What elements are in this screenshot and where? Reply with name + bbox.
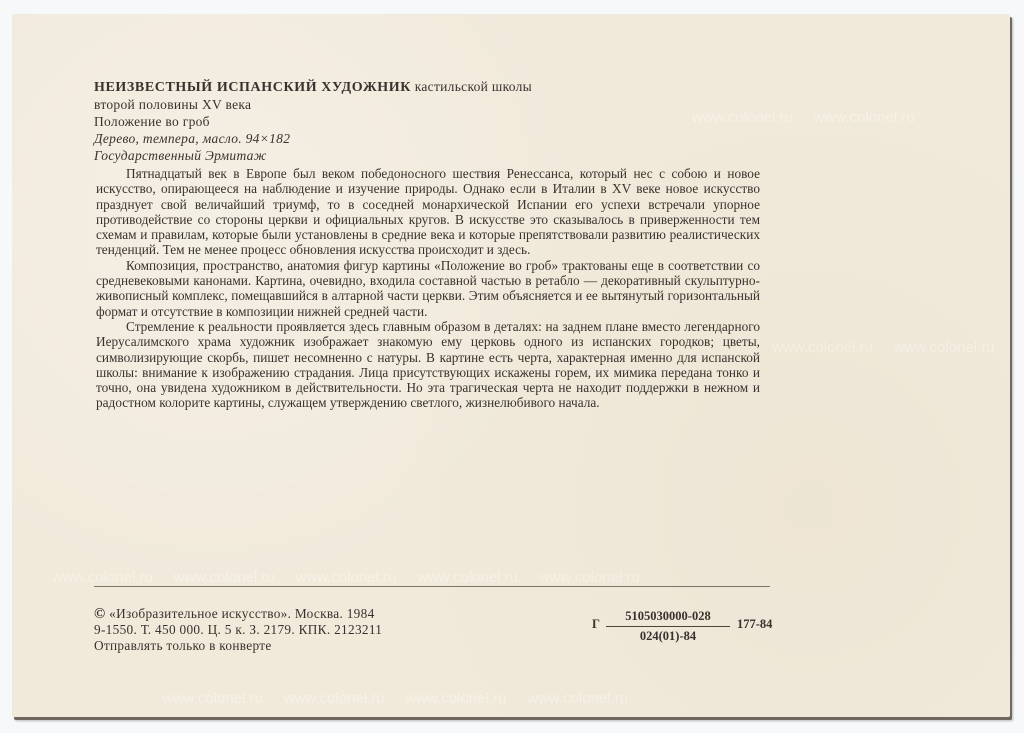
artist-school: кастильской школы	[414, 79, 533, 94]
artwork-caption	[94, 78, 794, 164]
index-fraction	[606, 609, 730, 644]
mailing-note: Отправлять только в конверте	[94, 638, 272, 653]
watermark: www.сolonel.ru www.сolonel.ru www.сolonel.ru www.сolonel.ru	[162, 690, 629, 707]
watermark: www.сolonel.ru www.сolonel.ru	[692, 109, 915, 126]
watermark: www.сolonel.ru www.сolonel.ru	[772, 339, 995, 356]
paragraph: Композиция, пространство, анатомия фигур картины «Положение во гроб» трактованы еще в соответствии со средневековыми канонами. Картина, очевидно, входила составной частью в ретабло — декоративный скульптурно-живописный комплекс, помещавшийся в алтарной части церкви. Этим объясняется и ее вытянутый горизонтальный формат и отсутствие в композиции нижней средней части.	[96, 257, 760, 319]
artwork-medium: Дерево, темпера, масло. 94×182	[94, 131, 291, 146]
artist-name: НЕИЗВЕСТНЫЙ ИСПАНСКИЙ ХУДОЖНИК	[94, 80, 412, 95]
paragraph: Пятнадцатый век в Европе был веком победоносного шествия Ренессанса, который нес с собою и новое искусство, опирающееся на наблюдение и изучение природы. Однако если в Италии в XV веке новое искусство празднует свой величайший триумф, то в соседней монархической Испании его успехи встречали упорное противодействие со стороны церкви и официальных кругов. В искусстве это сказывалось в приверженности тем схемам и правилам, которые были установлены в средние века и которые препятствовали развитию реалистических тенденций. Тем не менее процесс обновления искусства происходит и здесь.	[96, 166, 760, 258]
postcard-back	[12, 14, 1010, 717]
copyright-icon: ©	[94, 606, 106, 622]
index-denominator: 024(01)-84	[639, 629, 697, 643]
description-text	[96, 166, 760, 411]
artwork-period: второй половины XV века	[94, 97, 252, 112]
index-prefix: Г	[592, 617, 600, 631]
artwork-title: Положение во гроб	[94, 114, 210, 129]
publisher-line: «Изобразительное искусство». Москва. 1984	[109, 606, 375, 621]
print-details: 9-1550. Т. 450 000. Ц. 5 к. З. 2179. КПК. 2123211	[94, 622, 383, 637]
publisher-info	[94, 606, 382, 654]
index-numerator: 5105030000-028	[606, 609, 730, 627]
index-suffix: 177-84	[737, 617, 773, 631]
watermark: www.сolonel.ru www.сolonel.ru www.сolonel.ru www.сolonel.ru www.сolonel.ru	[52, 569, 640, 586]
divider-line	[94, 586, 770, 587]
paragraph: Стремление к реальности проявляется здесь главным образом в деталях: на заднем плане вместо легендарного Иерусалимского храма художник изображает знакомую ему церковь одного из испанских городков; цветы, символизирующие скорбь, пишет несомненно с натуры. В картине есть черта, характерная именно для испанской школы: внимание к изображению страдания. Лица присутствующих искажены горем, их мимика передана тонко и точно, она увидена художником в действительности. Но эта трагическая черта не находит поддержки в нежном и радостном колорите картины, служащем утверждению светлого, жизнелюбивого начала.	[96, 318, 760, 411]
artwork-museum: Государственный Эрмитаж	[94, 148, 267, 163]
